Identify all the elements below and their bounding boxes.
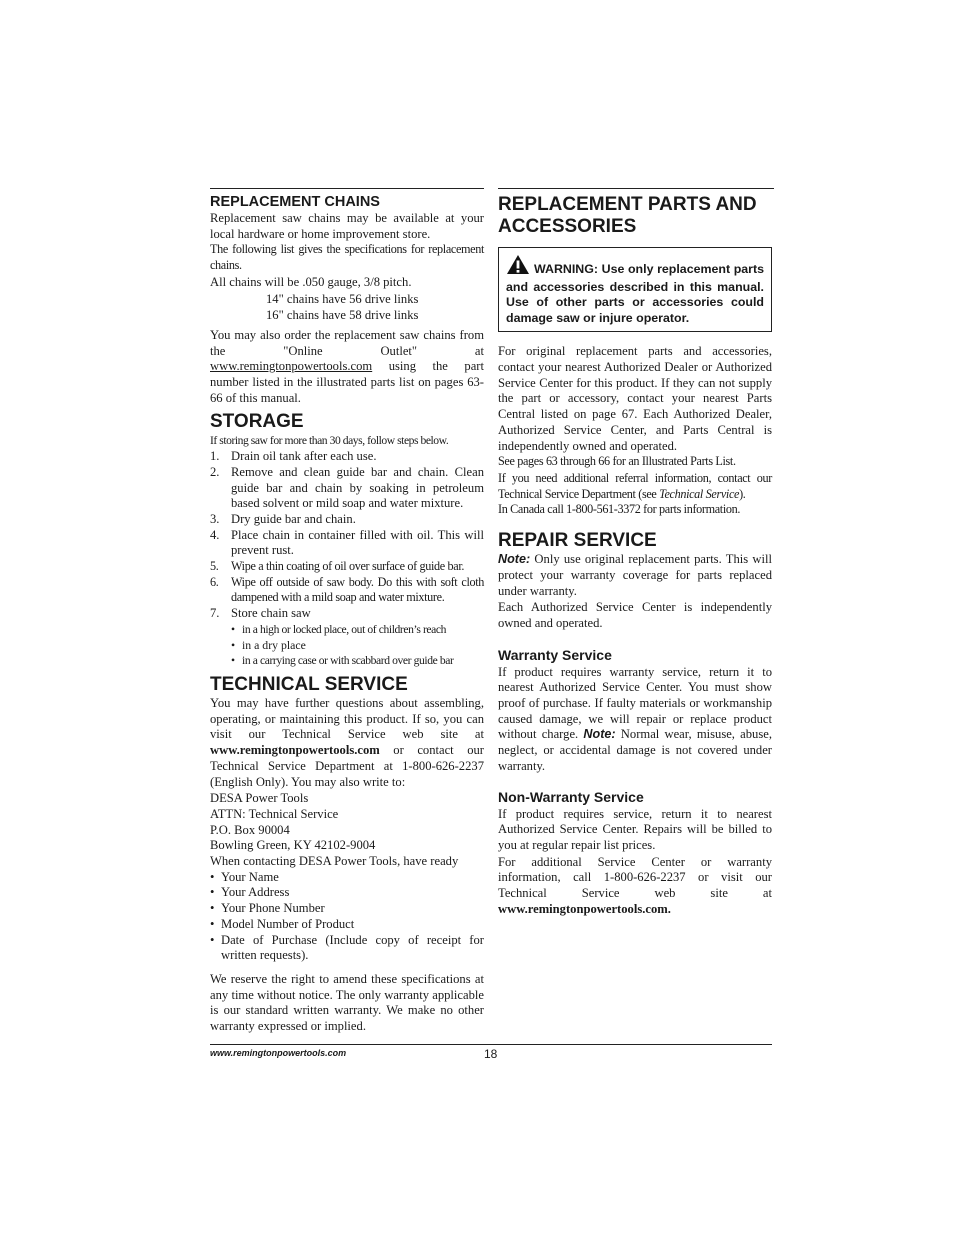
tech-p1-pre: You may have further questions about assembling, operating, or maintaining this product. If so, you can visit our Technical Service web site at <box>210 695 484 742</box>
chains-paragraph-4 <box>210 328 484 407</box>
storage-location-item: • in a high or locked place, out of children’s reach <box>231 622 484 638</box>
storage-location-item: • in a dry place <box>231 638 484 654</box>
warning-triangle-icon <box>506 254 530 280</box>
warning-box <box>498 247 772 332</box>
contact-info-item: • Your Phone Number <box>210 901 484 917</box>
step-number: 1. <box>210 449 220 464</box>
warning-text: WARNING: Use only replacement parts and accessories described in this manual. Use of other parts or accessories could damage saw or injure operator. <box>506 262 764 325</box>
right-column <box>498 194 772 917</box>
step-text: Wipe a thin coating of oil over surface of guide bar. <box>231 559 465 574</box>
tech-paragraph-2: When contacting DESA Power Tools, have ready <box>210 854 459 869</box>
step-text: Dry guide bar and chain. <box>231 511 356 526</box>
storage-step <box>210 559 484 575</box>
storage-step <box>210 512 484 528</box>
step-text: Remove and clean guide bar and chain. Clean guide bar and chain by soaking in petroleum based solvent or mild soap and water mixture. <box>231 464 484 511</box>
storage-steps-list <box>210 449 484 622</box>
warranty-p-pre: If product requires warranty service, return it to nearest Authorized Service Center. You must show proof of purchase. If faulty materials or workmanship caused damage, we will repair or replace product without charge. <box>498 664 772 742</box>
storage-step <box>210 606 484 622</box>
mailing-address <box>210 791 484 854</box>
storage-intro: If storing saw for more than 30 days, follow steps below. <box>210 434 449 448</box>
address-line: ATTN: Technical Service <box>210 806 339 821</box>
parts-paragraph-1: For original replacement parts and accessories, contact your nearest Authorized Dealer or Authorized Service Center for this product. If they can not supply the part or accessory, contact your nearest Parts Central listed on page 67. Each Authorized Dealer, Authorized Service Center, and Parts Central is independently owned and operated. <box>498 344 772 453</box>
step-number: 6. <box>210 574 219 589</box>
address-line: DESA Power Tools <box>210 791 309 806</box>
chains-paragraph-2: The following list gives the specifications for replacement chains. <box>210 242 484 273</box>
step-text: Drain oil tank after each use. <box>231 449 377 464</box>
parts-paragraph-4: In Canada call 1-800-561-3372 for parts information. <box>498 502 741 517</box>
contact-info-item: • Your Address <box>210 885 484 901</box>
top-rule-right <box>498 188 774 189</box>
tech-paragraph-3: We reserve the right to amend these specifications at any time without notice. The only warranty applicable is our standard written warranty. We make no other warranty expressed or implied. <box>210 971 484 1034</box>
left-column <box>210 194 484 1035</box>
step-number: 4. <box>210 527 220 542</box>
storage-step <box>210 449 484 465</box>
contact-info-list <box>210 870 484 964</box>
parts-paragraph-3 <box>498 471 772 502</box>
footer-url[interactable]: www.remingtonpowertools.com <box>210 1048 347 1058</box>
replacement-chains-heading: REPLACEMENT CHAINS <box>210 194 380 210</box>
chains-paragraph-1: Replacement saw chains may be available at your local hardware or home improvement store. <box>210 211 484 241</box>
footer-rule <box>210 1044 772 1045</box>
repair-service-heading: REPAIR SERVICE <box>498 530 657 552</box>
non-warranty-site-url[interactable]: www.remingtonpowertools.com. <box>498 901 671 916</box>
contact-info-item: • Your Name <box>210 870 484 886</box>
step-text: Wipe off outside of saw body. Do this with soft cloth dampened with a mild soap and water mixture. <box>231 574 484 605</box>
replacement-parts-heading: REPLACEMENT PARTS AND ACCESSORIES <box>498 194 757 237</box>
chains-p4-post: using the part number listed in the illustrated parts list on pages 63-66 of this manual. <box>210 359 484 405</box>
warranty-service-heading: Warranty Service <box>498 646 612 663</box>
storage-step <box>210 528 484 559</box>
technical-service-heading: TECHNICAL SERVICE <box>210 673 408 695</box>
chains-spec-14: 14" chains have 56 drive links <box>266 291 419 306</box>
top-rule-left <box>210 188 484 189</box>
step-number: 5. <box>210 559 219 574</box>
storage-step <box>210 465 484 512</box>
technical-service-reference: Technical Service <box>659 486 740 501</box>
address-line: P.O. Box 90004 <box>210 822 290 837</box>
warranty-paragraph <box>498 665 772 775</box>
non-warranty-p2-pre: For additional Service Center or warranty information, call 1-800-626-2237 or visit our Technical Service web site at <box>498 854 772 901</box>
tech-p1-post: or contact our Technical Service Department at 1-800-626-2237 (English Only). You may also write to: <box>210 743 484 789</box>
repair-note-label: Note: <box>498 552 531 567</box>
address-line: Bowling Green, KY 42102-9004 <box>210 838 376 853</box>
page-number: 18 <box>484 1047 498 1061</box>
repair-note <box>498 552 772 599</box>
step-number: 2. <box>210 464 220 479</box>
tech-paragraph-1 <box>210 696 484 790</box>
storage-sub-list <box>210 622 484 669</box>
parts-p3-post: ). <box>739 486 746 501</box>
step-number: 3. <box>210 511 220 526</box>
tech-site-url[interactable]: www.remingtonpowertools.com <box>210 743 380 758</box>
chains-paragraph-3: All chains will be .050 gauge, 3/8 pitch. <box>210 274 412 289</box>
step-text: Store chain saw <box>231 606 311 621</box>
contact-info-item: • Model Number of Product <box>210 917 484 933</box>
repair-paragraph-2: Each Authorized Service Center is independently owned and operated. <box>498 600 772 630</box>
parts-p3-pre: If you need additional referral information, contact our Technical Service Department (see <box>498 471 772 501</box>
step-number: 7. <box>210 606 220 621</box>
parts-paragraph-2: See pages 63 through 66 for an Illustrated Parts List. <box>498 454 736 469</box>
non-warranty-paragraph-1: If product requires service, return it to nearest Authorized Service Center. Repairs will be billed to you at regular repair list prices. <box>498 806 772 852</box>
online-outlet-link[interactable]: www.remingtonpowertools.com <box>210 359 373 374</box>
warranty-p-post: Normal wear, misuse, abuse, neglect, or accidental damage is not covered under warranty. <box>498 727 772 773</box>
contact-info-item: • Date of Purchase (Include copy of receipt for written requests). <box>210 933 484 964</box>
storage-step <box>210 575 484 606</box>
storage-location-item: • in a carrying case or with scabbard over guide bar <box>231 653 484 669</box>
non-warranty-paragraph-2 <box>498 855 772 918</box>
chains-spec-16: 16" chains have 58 drive links <box>266 308 419 323</box>
step-text: Place chain in container filled with oil. This will prevent rust. <box>231 527 484 558</box>
chains-p4-pre: You may also order the replacement saw chains from the "Online Outlet" at <box>210 327 484 358</box>
storage-heading: STORAGE <box>210 411 304 433</box>
warranty-note-label: Note: <box>583 727 616 742</box>
repair-note-text: Only use original replacement parts. This will protect your warranty coverage for parts replaced under warranty. <box>498 552 772 598</box>
non-warranty-service-heading: Non-Warranty Service <box>498 788 644 805</box>
